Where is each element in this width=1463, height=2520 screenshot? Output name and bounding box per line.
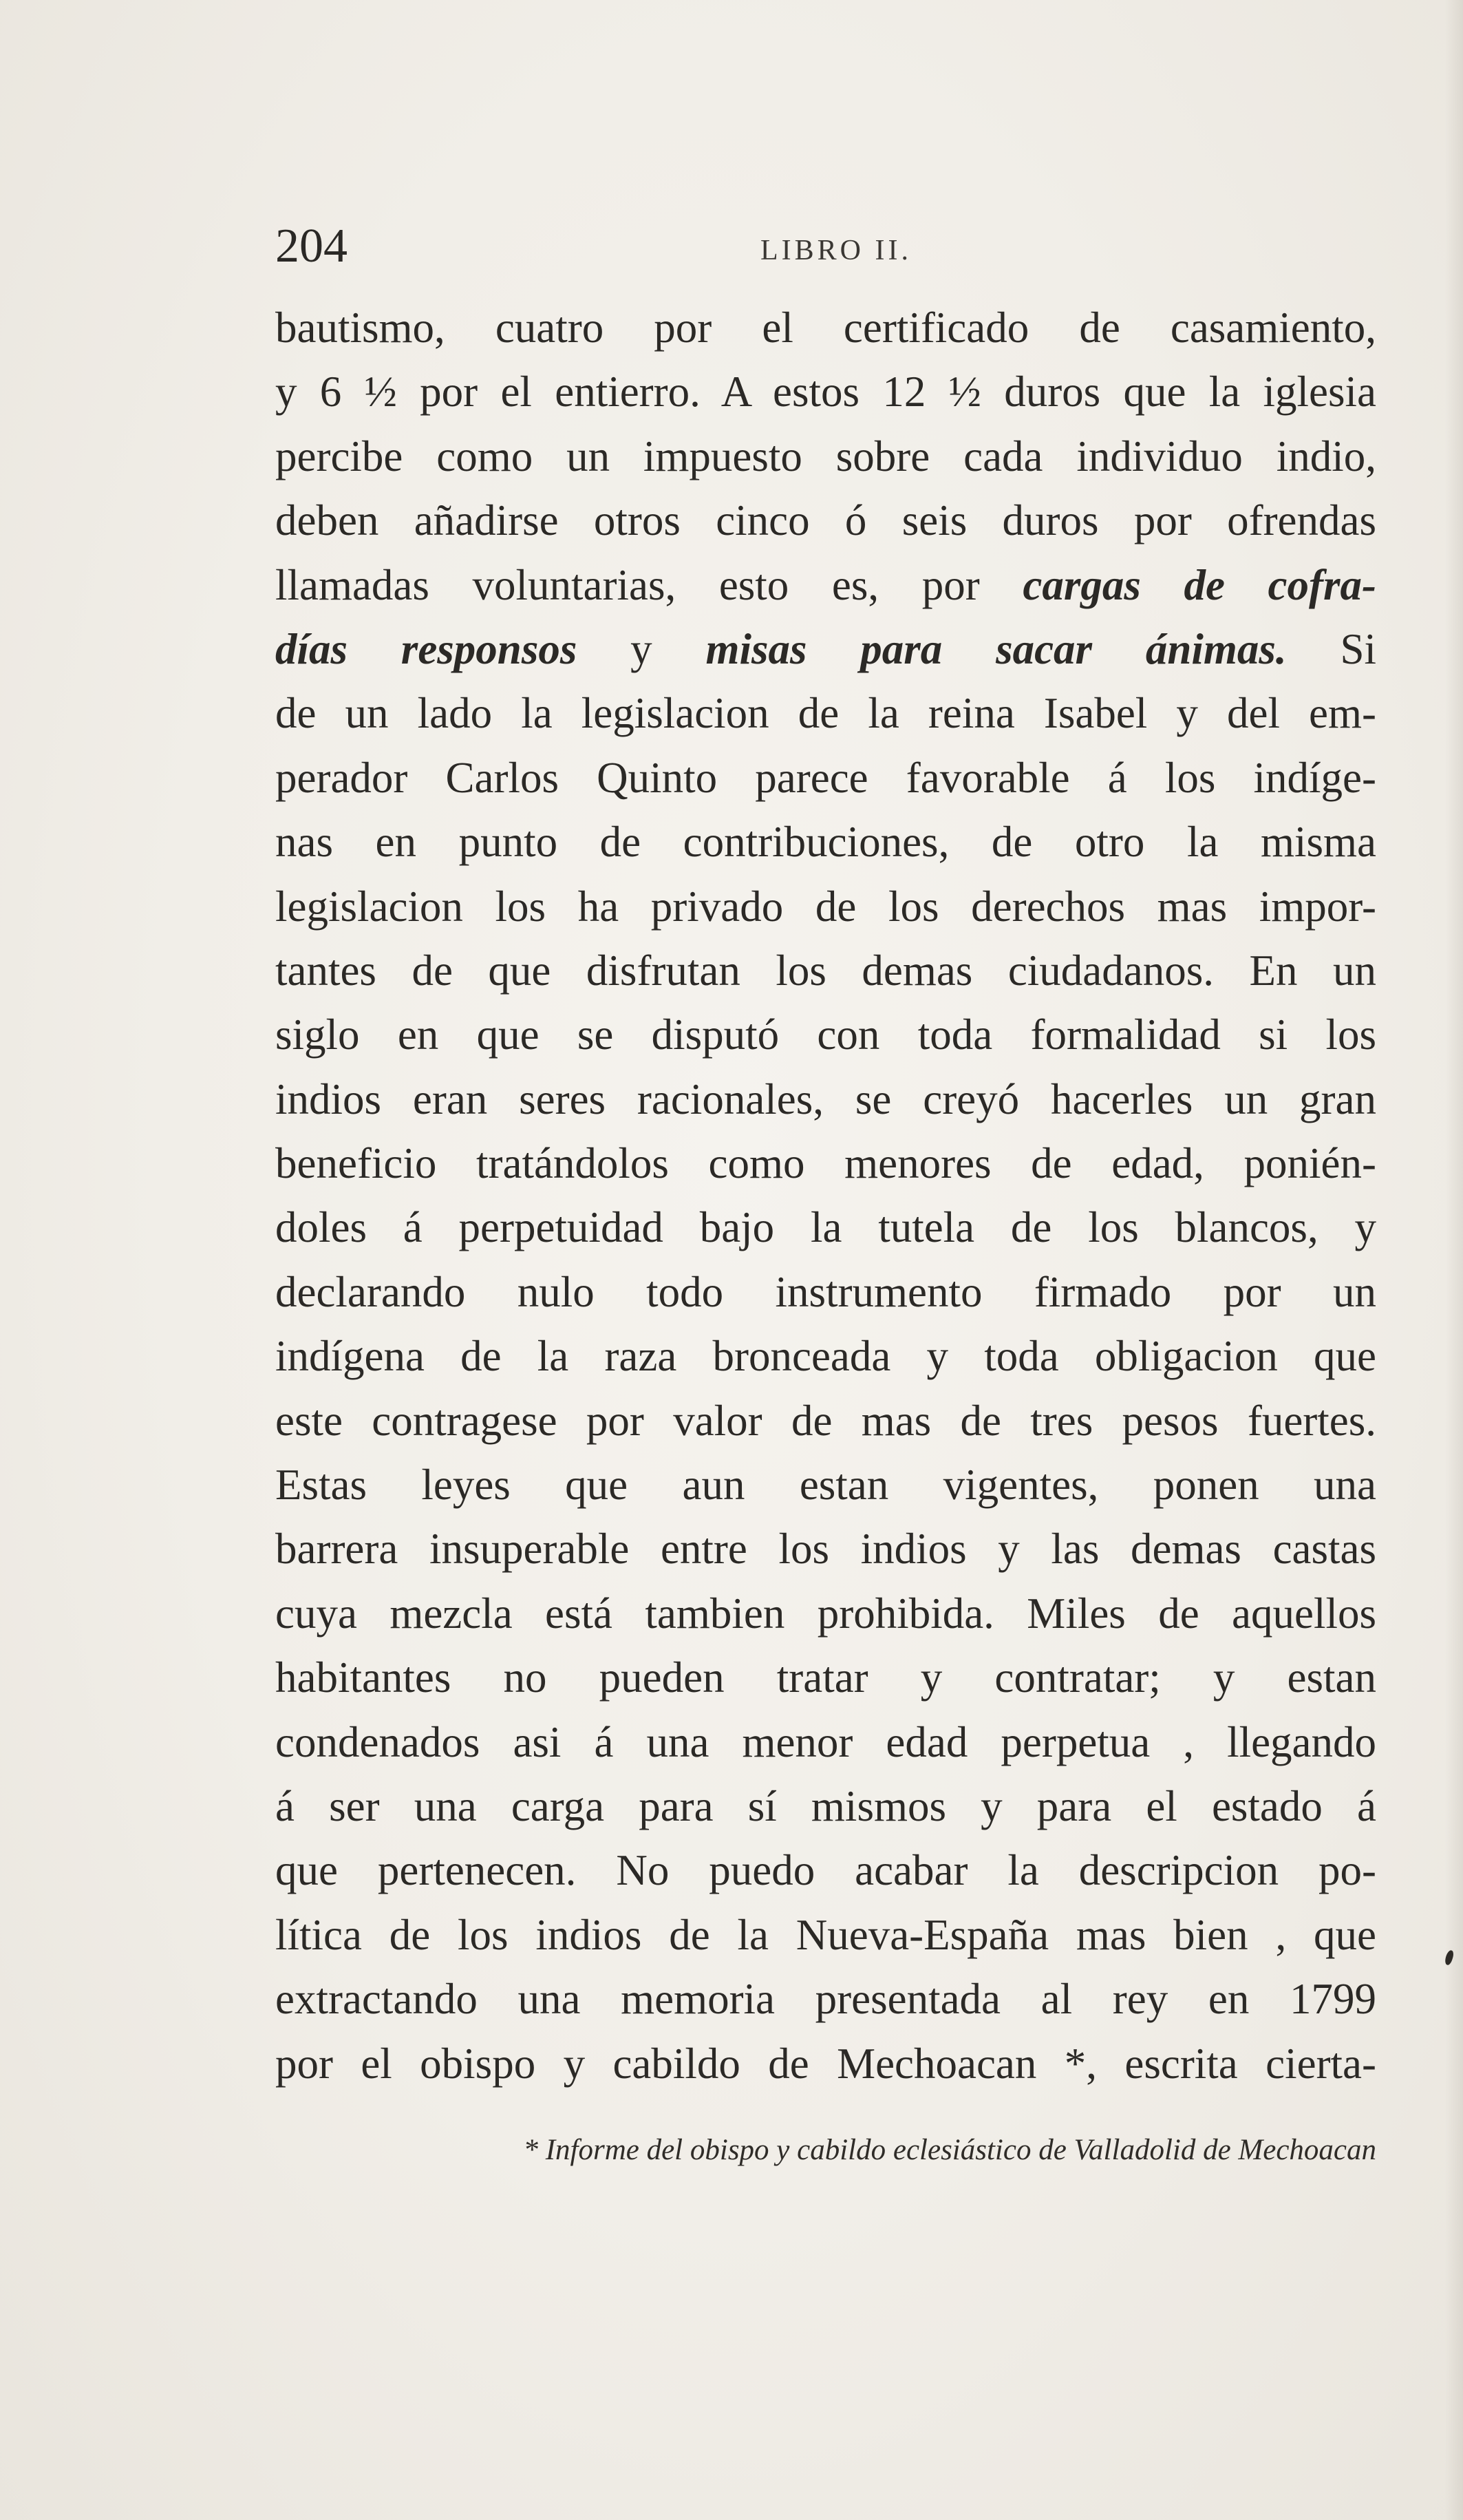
italic-phrase: cargas de cofra- xyxy=(1023,560,1376,609)
text-line: nas en punto de contribuciones, de otro la misma xyxy=(275,818,1376,867)
text-segment: y xyxy=(577,624,706,673)
text-line: que pertenecen. No puedo acabar la descripcion po- xyxy=(275,1846,1376,1895)
italic-phrase: días responsos xyxy=(275,624,577,673)
footnote: * Informe del obispo y cabildo eclesiástico de Valladolid de Mechoacan xyxy=(523,2134,1376,2166)
text-line: doles á perpetuidad bajo la tutela de los blancos, y xyxy=(275,1203,1376,1252)
text-line: de un lado la legislacion de la reina Isabel y del em- xyxy=(275,689,1376,738)
text-line: Estas leyes que aun estan vigentes, ponen una xyxy=(275,1461,1376,1510)
text-line: bautismo, cuatro por el certificado de casamiento, xyxy=(275,304,1376,352)
text-line: deben añadirse otros cinco ó seis duros por ofrendas xyxy=(275,496,1376,545)
body-text xyxy=(275,296,1376,2096)
italic-phrase: misas para sacar ánimas. xyxy=(705,624,1287,673)
running-head xyxy=(275,219,1376,274)
text-segment: llamadas voluntarias, esto es, por xyxy=(275,560,1023,609)
page-number: 204 xyxy=(275,220,348,273)
text-line: indios eran seres racionales, se creyó hacerles un gran xyxy=(275,1074,1376,1123)
text-line: barrera insuperable entre los indios y las demas castas xyxy=(275,1525,1376,1574)
text-line: este contragese por valor de mas de tres pesos fuertes. xyxy=(275,1396,1376,1445)
text-line: habitantes no pueden tratar y contratar; y estan xyxy=(275,1653,1376,1702)
text-line xyxy=(275,617,1376,681)
text-line: siglo en que se disputó con toda formalidad si los xyxy=(275,1010,1376,1059)
text-line: á ser una carga para sí mismos y para el estado á xyxy=(275,1781,1376,1830)
text-line: condenados asi á una menor edad perpetua , llegando xyxy=(275,1717,1376,1766)
text-line: y 6 ½ por el entierro. A estos 12 ½ duros que la iglesia xyxy=(275,368,1376,416)
text-line: tantes de que disfrutan los demas ciudadanos. En un xyxy=(275,946,1376,995)
page-edge-shadow xyxy=(1445,0,1463,2520)
text-line: declarando nulo todo instrumento firmado por un xyxy=(275,1267,1376,1316)
text-line: cuya mezcla está tambien prohibida. Miles de aquellos xyxy=(275,1589,1376,1638)
text-segment: Si xyxy=(1286,624,1376,673)
text-line: beneficio tratándolos como menores de edad, ponién- xyxy=(275,1139,1376,1188)
text-line xyxy=(275,553,1376,617)
text-line: legislacion los ha privado de los derechos mas impor- xyxy=(275,882,1376,931)
text-line: perador Carlos Quinto parece favorable á los indíge- xyxy=(275,753,1376,802)
text-line: por el obispo y cabildo de Mechoacan *, escrita cierta- xyxy=(275,2039,1376,2088)
running-title: LIBRO II. xyxy=(760,235,912,266)
text-line: lítica de los indios de la Nueva-España mas bien , que xyxy=(275,1910,1376,1959)
text-line: extractando una memoria presentada al rey en 1799 xyxy=(275,1975,1376,2024)
text-line: percibe como un impuesto sobre cada individuo indio, xyxy=(275,432,1376,480)
text-line: indígena de la raza bronceada y toda obligacion que xyxy=(275,1332,1376,1381)
